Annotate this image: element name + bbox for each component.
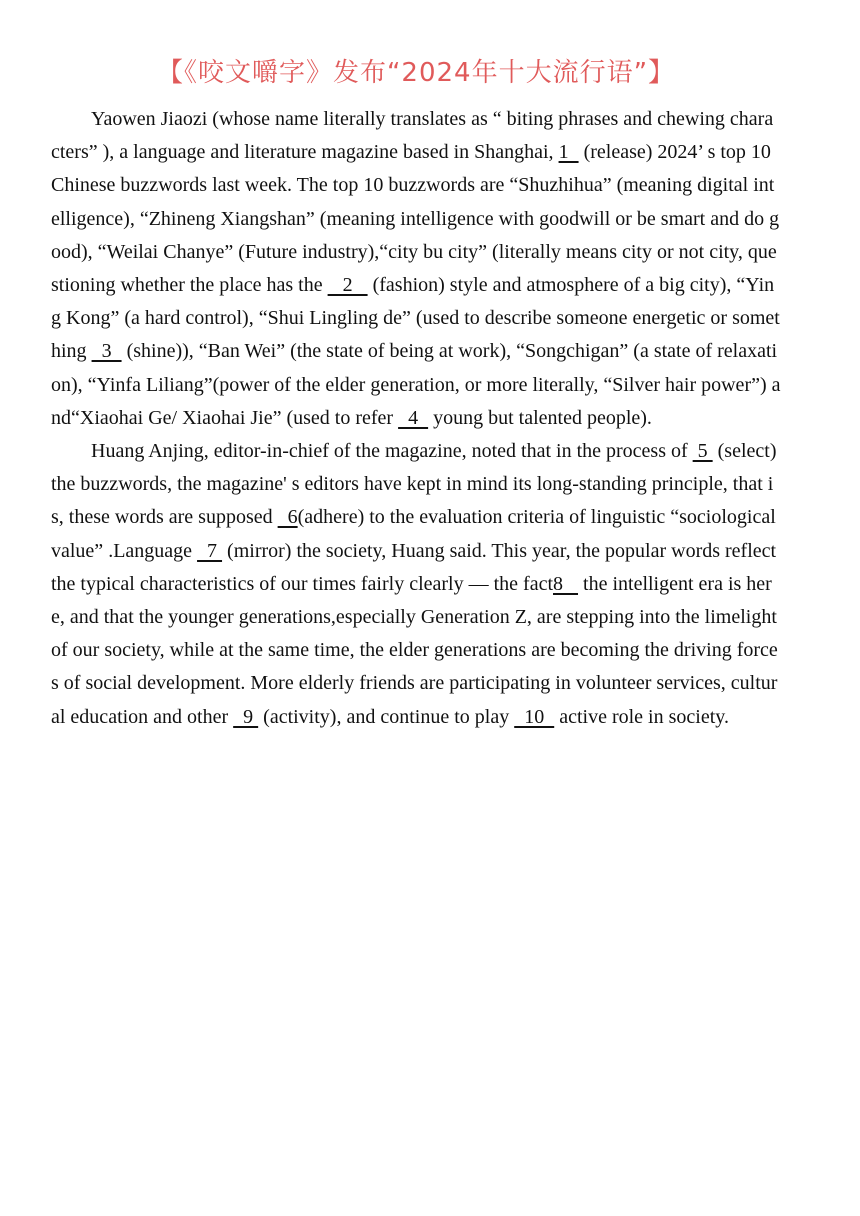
fill-in-blank: 4 [398,406,429,429]
fill-in-blank: 7 [197,539,223,562]
paragraph [51,103,781,435]
text-run: (select) the buzzwords, the magazine' s editors have kept in mind its long-standing principle, that is, these words are supposed [51,440,777,529]
fill-in-blank: 5 [692,440,713,463]
text-run: Yaowen Jiaozi (whose name literally translates as “ biting phrases and chewing characters” ), a language and literature magazine based in Shanghai, [51,108,774,164]
text-run: (adhere) to the evaluation criteria of linguistic “sociological value” .Language [51,506,776,562]
fill-in-blank: 10 [514,705,555,728]
article-body [51,103,781,734]
text-run: the intelligent era is here, and that the younger generations,especially Generation Z, are stepping into the limelight of our society, while at the same time, the elder generations are becoming the driving forces of social development. More elderly friends are participating in volunteer services, cultural education and other [51,572,778,728]
fill-in-blank: 6 [277,506,298,529]
paragraph [51,435,781,734]
text-run: Huang Anjing, editor-in-chief of the magazine, noted that in the process of [91,440,693,463]
fill-in-blank: 9 [233,705,259,728]
fill-in-blank: 2 [327,274,368,297]
fill-in-blank: 3 [91,340,122,363]
document-title: 【《咬文嚼字》发布“2024年十大流行语”】 [156,58,676,88]
text-run: active role in society. [554,705,729,728]
text-run: (activity), and continue to play [258,705,515,728]
text-run: (release) 2024’ s top 10 Chinese buzzwords last week. The top 10 buzzwords are “Shuzhihua” (meaning digital intelligence), “Zhineng Xiangshan” (meaning intelligence with goodwill or be smart and do good), “Weilai Chanye” (Future industry),“city bu city” (literally means city or not city, questioning whether the place has the [51,141,780,297]
text-run: (shine)), “Ban Wei” (the state of being at work), “Songchigan” (a state of relaxation), “Yinfa Liliang”(power of the elder generation, or more literally, “Silver hair power”) and“Xiaohai Ge/ Xiaohai Jie” (used to refer [51,340,781,429]
text-run: (mirror) the society, Huang said. This year, the popular words reflect the typical characteristics of our times fairly clearly — the fact [51,539,777,595]
document-page [51,52,781,734]
text-run: (fashion) style and atmosphere of a big city), “Ying Kong” (a hard control), “Shui Lingling de” (used to describe someone energetic or something [51,274,780,363]
text-run: young but talented people). [428,406,652,429]
fill-in-blank: 8 [553,572,579,595]
fill-in-blank: 1 [558,141,579,164]
